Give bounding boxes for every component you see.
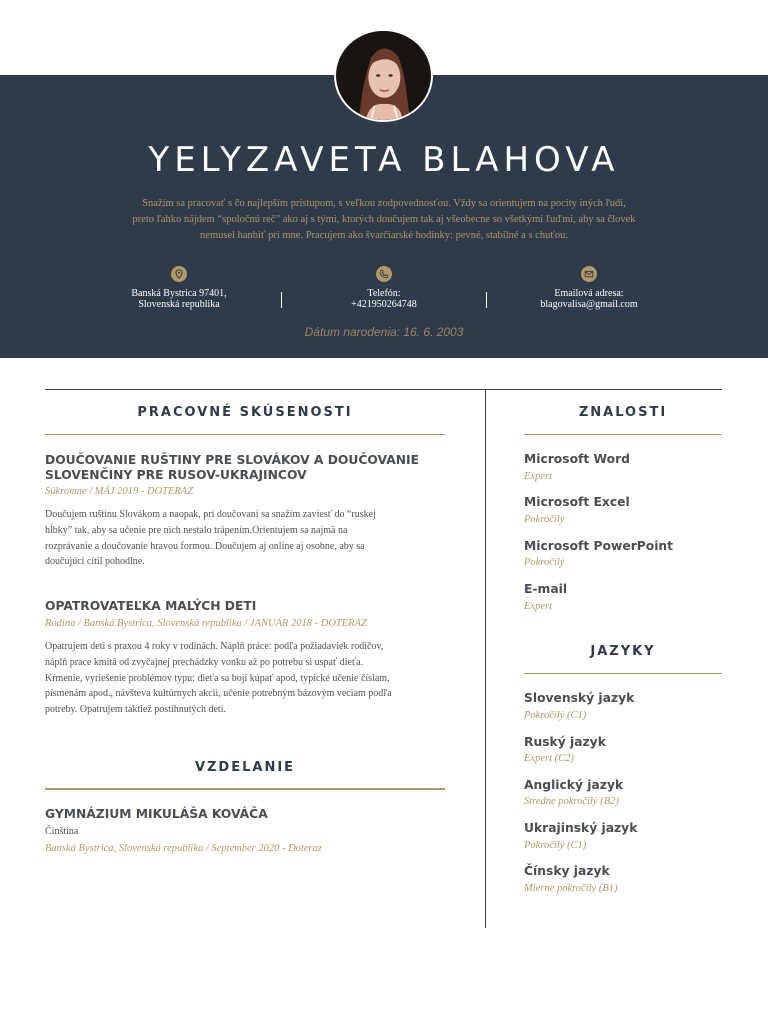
contact-phone [289,266,479,310]
contact-divider [486,292,487,308]
job-description-line: hĺbky” tak, aby sa učenie pre nich nestalo trápením.Orientujem sa najmä na [45,524,348,536]
language-name: Ukrajinský jazyk [524,821,638,835]
job-description [45,507,450,570]
job-description-line: Kŕmenie, vyriešenie problémov typu: dieťa sa bojí kúpať apod, typické učenie číslam, [45,672,390,684]
address-line-1: Banská Bystrica 97401, [131,288,227,299]
email-icon [581,266,597,282]
email-address[interactable]: blagovalisa@gmail.com [540,299,638,310]
contact-email [494,266,684,310]
skill-level: Expert [524,471,552,482]
skill-name: E-mail [524,582,568,596]
contact-divider [281,292,282,308]
experience-rule [45,434,445,435]
language-name: Slovenský jazyk [524,691,635,705]
date-of-birth: Dátum narodenia: 16. 6. 2003 [304,325,464,339]
education-rule [45,788,445,790]
language-name: Anglický jazyk [524,778,624,792]
experience-heading: PRACOVNÉ SKÚSENOSTI [137,405,353,420]
job-meta: Rodina / Banská Bystrica, Slovenská republika / JANUÁR 2018 - DOTERAZ [45,618,367,629]
language-level: Mierne pokročilý (B1) [524,883,618,894]
education-heading: VZDELANIE [194,760,296,775]
contact-address [84,266,274,310]
job-description-line: náplň prace kmitá od zvyčajnej prechádzky vonku až po potrebu si uspať dieťa. [45,656,364,668]
job-description-line: potreby. Opatrujem taktiež postihnutých deti. [45,704,226,716]
job-description-line: Opatrujem deti s praxou 4 roky v rodinách. Náplň práce: podľa požiadaviek rodičov, [45,641,384,652]
languages-rule [524,673,722,674]
address-line-2: Slovenská republika [138,299,220,310]
language-level: Pokročilý (C1) [524,710,587,721]
language-level: Expert (C2) [524,753,574,764]
school-meta: Banská Bystrica, Slovenská republika / September 2020 - Doteraz [45,843,322,854]
school-subject: Čínština [45,826,79,837]
job-description-line: písmenám apod., návšteva kultúrnych akcii, učenie potrebným bázovým veciam podľa [45,688,392,700]
profile-summary: Snažím sa pracovať s čo najlepším prístupom, s veľkou zodpovednosťou. Vždy sa orientujem na pocity iných ľudí, preto ľahko nájdem “spoločnú reč” ako aj s tými, ktorých doučujem tak aj všeobecne so všetkými ľuďmi, aby sa človek nemusel hanbiť pri mne. Pracujem ako švarčiarské hodinky: pevné, stabilné a s chuťou. [132,198,636,241]
skills-heading: ZNALOSTI [578,405,668,420]
job-description-line: Doučujem ruštinu Slovákom a naopak, pri doučovaní sa snažím zaviesť do “ruskej [45,509,376,520]
section-top-rule [45,389,722,390]
language-level: Stredne pokročilý (B2) [524,796,619,807]
job-description-line: doučujúci cítil pohodlne. [45,556,145,568]
job-title [45,453,445,483]
email-label: Emailová adresa: [554,288,624,299]
phone-label: Telefón: [367,288,401,299]
profile-photo [334,29,433,122]
phone-number[interactable]: +421950264748 [351,299,417,310]
job-title-line: DOUČOVANIE RUŠTINY PRE SLOVÁKOV A DOUČOVANIE [45,453,419,467]
job-meta: Súkromne / MÁJ 2019 - DOTERAZ [45,486,194,497]
skill-level: Pokročilý [524,514,565,525]
skill-name: Microsoft Word [524,452,630,466]
skill-name: Microsoft PowerPoint [524,539,674,553]
skill-level: Expert [524,601,552,612]
school-name: GYMNÁZIUM MIKULÁŠA KOVÁČA [45,807,268,821]
job-title: OPATROVATEĽKA MALÝCH DETI [45,599,257,613]
job-description-line: rozprávanie a doučovanie hravou formou. Doučujem aj online aj osobne, aby sa [45,540,365,552]
profile-photo-image [336,31,431,120]
skill-name: Microsoft Excel [524,495,630,509]
job-title-line: SLOVENČINY PRE RUSOV-UKRAJINCOV [45,468,307,482]
skill-level: Pokročilý [524,557,565,568]
phone-icon [376,266,392,282]
location-pin-icon [171,266,187,282]
skills-rule [524,434,722,435]
language-name: Čínsky jazyk [524,864,610,878]
language-name: Ruský jazyk [524,735,606,749]
language-level: Pokročilý (C1) [524,840,587,851]
job-description [45,639,450,718]
column-divider [485,389,486,928]
full-name: YELYZAVETA BLAHOVA [148,140,620,180]
languages-heading: JAZYKY [590,644,656,659]
